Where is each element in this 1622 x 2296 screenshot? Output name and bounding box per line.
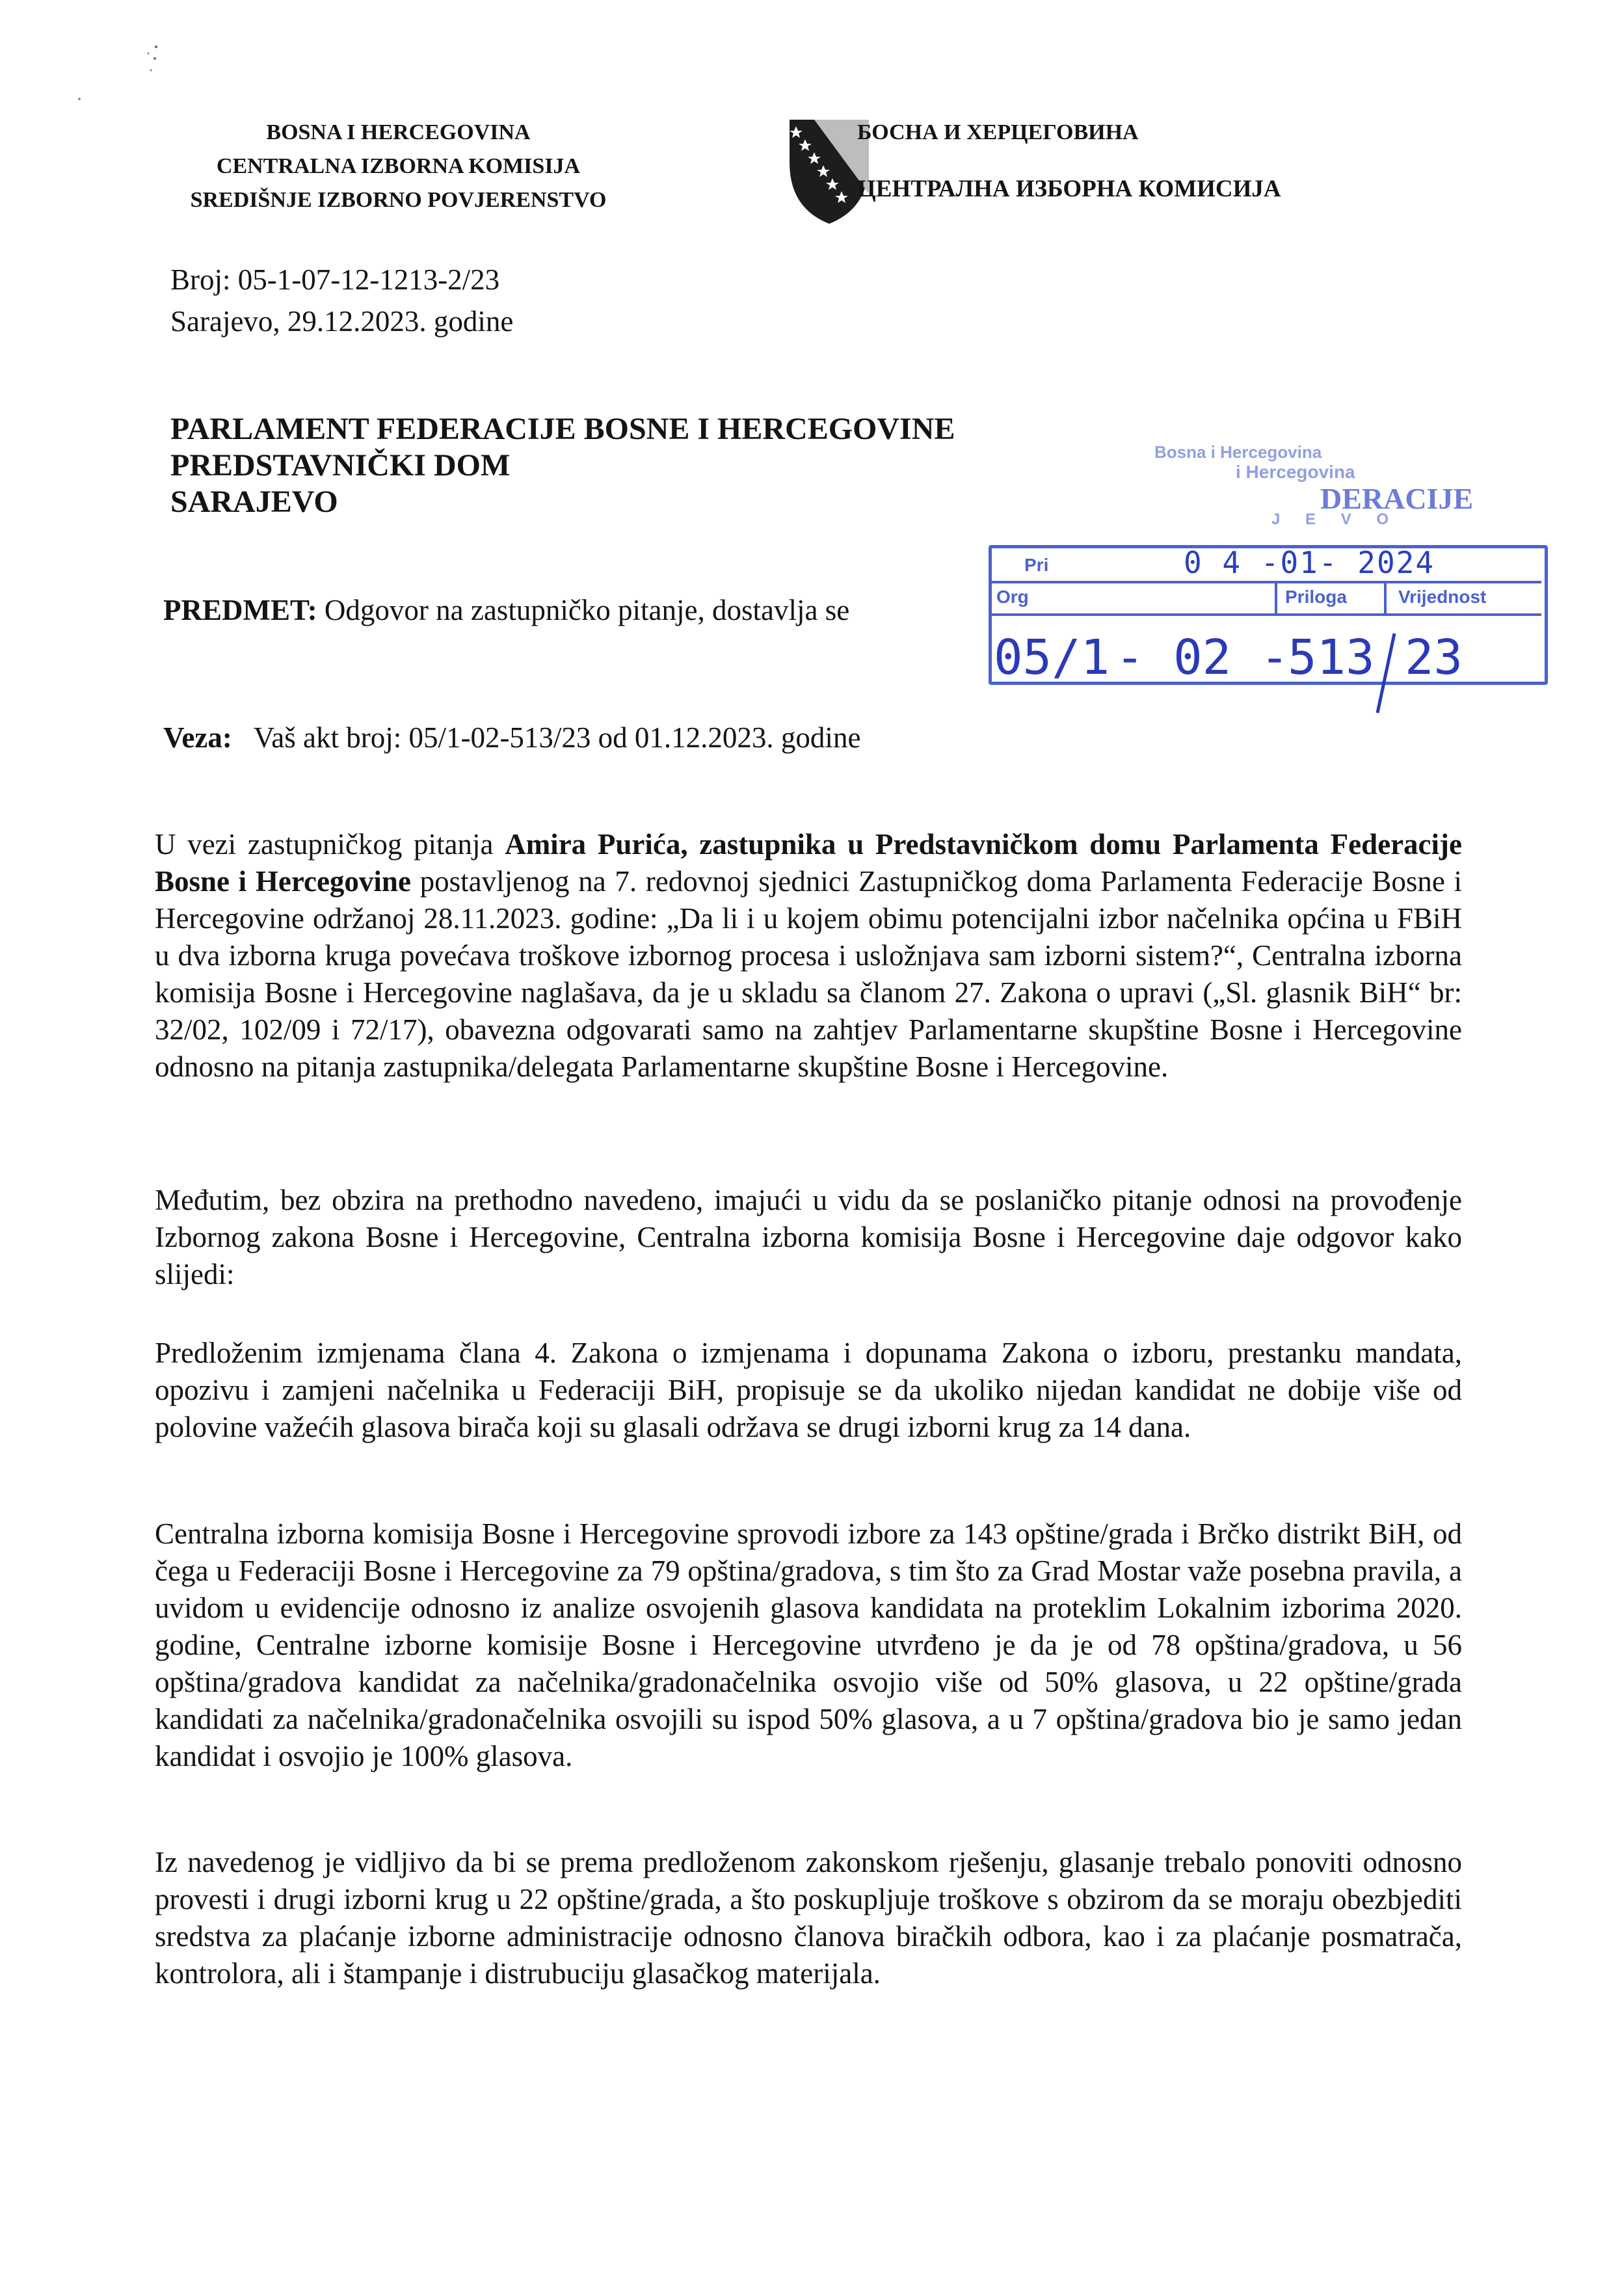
header-cyrillic (857, 116, 1281, 206)
link-line (163, 721, 860, 754)
link-label: Veza: (163, 721, 232, 754)
stamp-handwritten-number: 513 (1288, 630, 1375, 686)
stamp-faint-text: J E V O (1271, 511, 1400, 528)
header-country-cyrillic: БОСНА И ХЕРЦЕГОВИНА (857, 120, 1139, 144)
link-text: Vaš akt broj: 05/1-02-513/23 od 01.12.2023. godine (253, 721, 861, 754)
stamp-handwritten-org: 05/1 (994, 630, 1110, 686)
body-paragraph-1: U vezi zastupničkog pitanja Amira Purića, zastupnika u Predstavničkom domu Parlamenta Federacije Bosne i Hercegovine postavljenog na 7. redovnoj sjednici Zastupničkog doma Parlamenta Federacije Bosne i Hercegovine održanoj 28.11.2023. godine: „Da li i u kojem obimu potencijalni izbor načelnika općina u FBiH u dva izborna kruga povećava troškove izbornog procesa i usložnjava sam izborni sistem?“, Centralna izborna komisija Bosne i Hercegovine naglašava, da je u skladu sa članom 27. Zakona o upravi („Sl. glasnik BiH“ br: 32/02, 102/09 i 72/17), obavezna odgovarati samo na zahtjev Parlamentarne skupštine Bosne i Hercegovine odnosno na pitanja zastupnika/delegata Parlamentarne skupštine Bosne i Hercegovine. (155, 828, 1462, 1083)
reference-number: Broj: 05-1-07-12-1213-2/23 (170, 263, 500, 296)
received-stamp (976, 416, 1548, 722)
reference-place-date: Sarajevo, 29.12.2023. godine (170, 305, 514, 338)
header-country: BOSNA I HERCEGOVINA (266, 120, 531, 144)
body-paragraph-2: Međutim, bez obzira na prethodno navedeno, imajući u vidu da se poslaničko pitanje odnosi na provođenje Izbornog zakona Bosne i Hercegovine, Centralna izborna komisija Bosne i Hercegovine daje odgovor kako slijedi: (155, 1184, 1462, 1290)
subject-line (163, 593, 849, 627)
header-commission: CENTRALNA IZBORNA KOMISIJA (216, 154, 581, 178)
stamp-handwritten-year: 23 (1405, 630, 1463, 686)
body-paragraph-4: Centralna izborna komisija Bosne i Hercegovine sprovodi izbore za 143 opštine/grada i Brčko distrikt BiH, od čega u Federaciji Bosne i Hercegovine za 79 opština/gradova, s tim što za Grad Mostar važe posebna pravila, a uvidom u evidencije odnosno iz analize osvojenih glasova kandidata na proteklim Lokalnim izborima 2020. godine, Centralne izborne komisije Bosne i Hercegovine utvrđeno je da je od 78 opština/gradova, u 56 opština/gradova kandidat za načelnika/gradonačelnika osvojio više od 50% glasova, u 22 opštine/grada kandidati za načelnika/gradonačelnika osvojili su ispod 50% glasova, a u 7 opština/gradova bio je samo jedan kandidat i osvojio je 100% glasova. (155, 1517, 1462, 1772)
recipient-line: PREDSTAVNIČKI DOM (170, 448, 511, 483)
stamp-label-org: Org (996, 587, 1029, 607)
stamp-handwritten-sub: - 02 - (1115, 630, 1290, 686)
stamp-label-value: Vrijednost (1398, 587, 1487, 607)
subject-label: PREDMET: (163, 594, 317, 626)
stamp-label-attachment: Priloga (1285, 587, 1347, 607)
stamp-faint-text: i Hercegovina (1236, 462, 1355, 482)
scan-specks (65, 39, 195, 111)
stamp-faint-text: Bosna i Hercegovina (1154, 442, 1322, 462)
stamp-date: 0 4 -01- 2024 (1184, 545, 1435, 580)
recipient-line: SARAJEVO (170, 485, 338, 519)
representative-name: Amira Purića, zastupnika u Predstavničkom domu Parlamenta Federacije Bosne i Hercegovine (155, 828, 1462, 898)
body-paragraph-5: Iz navedenog je vidljivo da bi se prema predloženom zakonskom rješenju, glasanje trebalo ponoviti odnosno provesti i drugi izborni krug u 22 opštine/grada, a što poskupljuje troškove s obzirom da se moraju obezbjediti sredstva za plaćanje izborne administracije odnosno članova biračkih odbora, kao i za plaćanje posmatrača, kontrolora, ali i štampanje i distrubuciju glasačkog materijala. (155, 1846, 1462, 1990)
recipient-line: PARLAMENT FEDERACIJE BOSNE I HERCEGOVINE (170, 412, 955, 446)
stamp-column-divider (1384, 582, 1387, 616)
recipient-block (170, 411, 955, 520)
header-commission-alt: SREDIŠNJE IZBORNO POVJERENSTVO (190, 188, 607, 212)
stamp-column-divider (1275, 582, 1277, 616)
body-paragraph-3: Predloženim izmjenama člana 4. Zakona o izmjenama i dopunama Zakona o izboru, prestanku mandata, opozivu i zamjeni načelnika u Federaciji BiH, propisuje se da ukoliko nijedan kandidat ne dobije više od polovine važećih glasova birača koji su glasali održava se drugi izborni krug za 14 dana. (155, 1337, 1462, 1443)
stamp-faint-text: DERACIJE (1320, 482, 1474, 515)
header-latin (0, 116, 797, 217)
reference-block (170, 259, 513, 342)
stamp-handwritten-slash (1372, 631, 1398, 715)
stamp-label-received: Pri (1024, 555, 1049, 575)
header-commission-cyrillic: ЦЕНТРАЛНА ИЗБОРНА КОМИСИЈА (857, 176, 1281, 202)
subject-text: Odgovor na zastupničko pitanje, dostavlja se (324, 594, 850, 626)
